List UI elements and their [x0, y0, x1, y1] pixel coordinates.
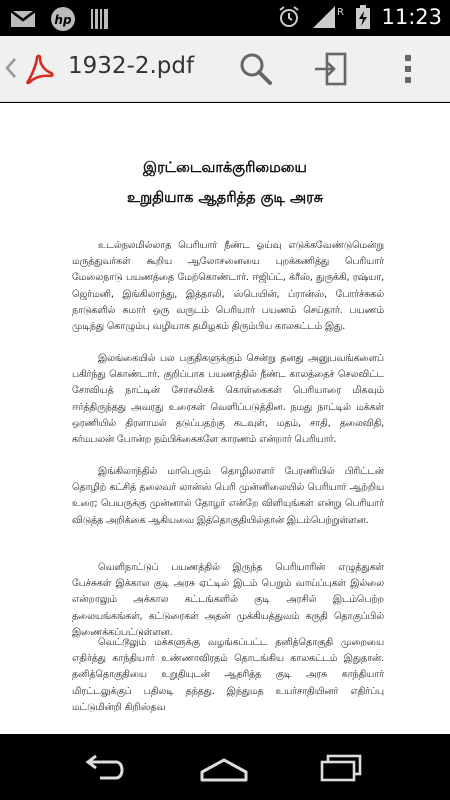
heading-line-2: உறுதியாக ஆதரித்த குடி அரசு	[126, 190, 324, 206]
paragraph-5: வெட்டூலும் மக்களுக்கு வழங்கப்பட்ட தனித்தொகுதி முறையை எதிர்த்து காந்தியார் உண்ணாவிரதம் தொடங்கிய காலகட்டம் இதுதான். தனித்தொகுதியை உறுதியுடன் ஆதரித்த குடி அரசு காந்தியார் மிரட்டலுக்குப் பதிலடி தந்தது. இந்துமத உயர்சாதியினர் எதிர்ப்பு மட்டுமின்றி கிறிஸ்தவ	[72, 637, 384, 713]
action-bar	[0, 36, 450, 102]
gmail-icon	[10, 9, 36, 29]
paragraph-2: இலங்கையில் பல பகுதிகளுக்கும் சென்று தனது அனுபவங்களைப் பகிர்ந்து கொண்டார். குறிப்பாக பயணத்தில் நீண்ட காலத்தைச் செலவிட்ட சோவியத் நாட்டின் சோசலிசக் கொள்கைகள் பெரியாரை மிகவும் ஈர்த்திருந்தது அவரது உரைகள் வெளிப்படுத்தின. நமது நாட்டில் மக்கள் ஒரணியில் திரளாமல் தடுப்பதற்கு கடவுள், மதம், சாதி, தலைவிதி, கர்மபலன் போன்ற நம்பிக்கைகளே காரணம் என்றார் பெரியார்.	[72, 353, 384, 446]
open-file-icon[interactable]	[312, 50, 352, 88]
hp-icon	[50, 6, 76, 32]
roaming-letter: R	[337, 7, 345, 18]
navigation-bar	[0, 734, 450, 800]
back-icon[interactable]	[76, 752, 132, 784]
paragraph-1: உடல்நலமில்லாத பெரியார் நீண்ட ஓய்வு எடுக்கவேண்டுமென்று மருத்துவர்கள் கூறிய ஆலோசனையை புறக்கணித்து பெரியார் மேலைநாடு பயணத்தை மேற்கொண்டார். ஈஜிப்ட், க்ரீஸ், துருக்கி, ரஷ்யா, ஜெர்மனி, இங்கிலாந்து, இத்தாலி, ஸ்பெயின், ப்ரான்ஸ், போர்ச்சுகல் நாடுகளில் சுமார் ஒரு வருடம் பெரியார் பயணம் செய்தார். பயணம் முடிந்து கொழும்பு வழியாக தமிழகம் திரும்பிய காலகட்டம் இது.	[72, 240, 384, 333]
system-icons	[277, 4, 442, 30]
status-bar	[0, 0, 450, 36]
pdf-page[interactable]	[0, 103, 450, 734]
recents-icon[interactable]	[314, 752, 370, 784]
battery-icon	[355, 4, 371, 30]
chevron-left-icon[interactable]	[4, 56, 18, 80]
document-title: 1932-2.pdf	[68, 53, 195, 79]
barcode-icon	[90, 8, 110, 30]
paragraph-3: இங்கிலாந்தில் மாபெரும் தொழிலாளர் பேரணியில் பிரிட்டன் தொழிற் கட்சித் தலைவர் லான்ஸ் பெரி முன்னிலையில் பெரியார் ஆற்றிய உரை; பெயருக்கு முன்னால் தோழர் என்றே விளியுங்கள் என்று பெரியார் விடுத்த அறிக்கை ஆகியவை இத்தொகுதியில்தான் இடம்பெற்றுள்ளன.	[72, 466, 384, 526]
overflow-menu-icon[interactable]	[394, 50, 422, 88]
home-icon[interactable]	[196, 752, 252, 784]
clock: 11:23	[381, 5, 442, 29]
alarm-icon	[277, 5, 301, 29]
heading-line-1: இரட்டைவாக்குரிமையை	[143, 160, 307, 176]
svg-text:hp: hp	[54, 13, 72, 27]
paragraph-4: வெளிநாட்டுப் பயணத்தில் இருந்த பெரியாரின் எழுத்துகள் பேச்சுகள் இக்கால குடி அரசு ஏட்டில் இடம் பெறும் வாய்ப்புகள் இல்லை என்றாலும் அக்கால கட்டங்களில் குடி அரசில் இடம்பெற்ற தலையங்கங்கள், கட்டுரைகள் அதன் முக்கியத்துவம் கருதி தொகுப்பில் இணைக்கப்பட்டுள்ளன.	[72, 562, 384, 638]
signal-icon	[311, 4, 345, 30]
notification-icons	[10, 6, 110, 32]
search-icon[interactable]	[236, 50, 276, 88]
pdf-icon[interactable]	[22, 52, 56, 86]
